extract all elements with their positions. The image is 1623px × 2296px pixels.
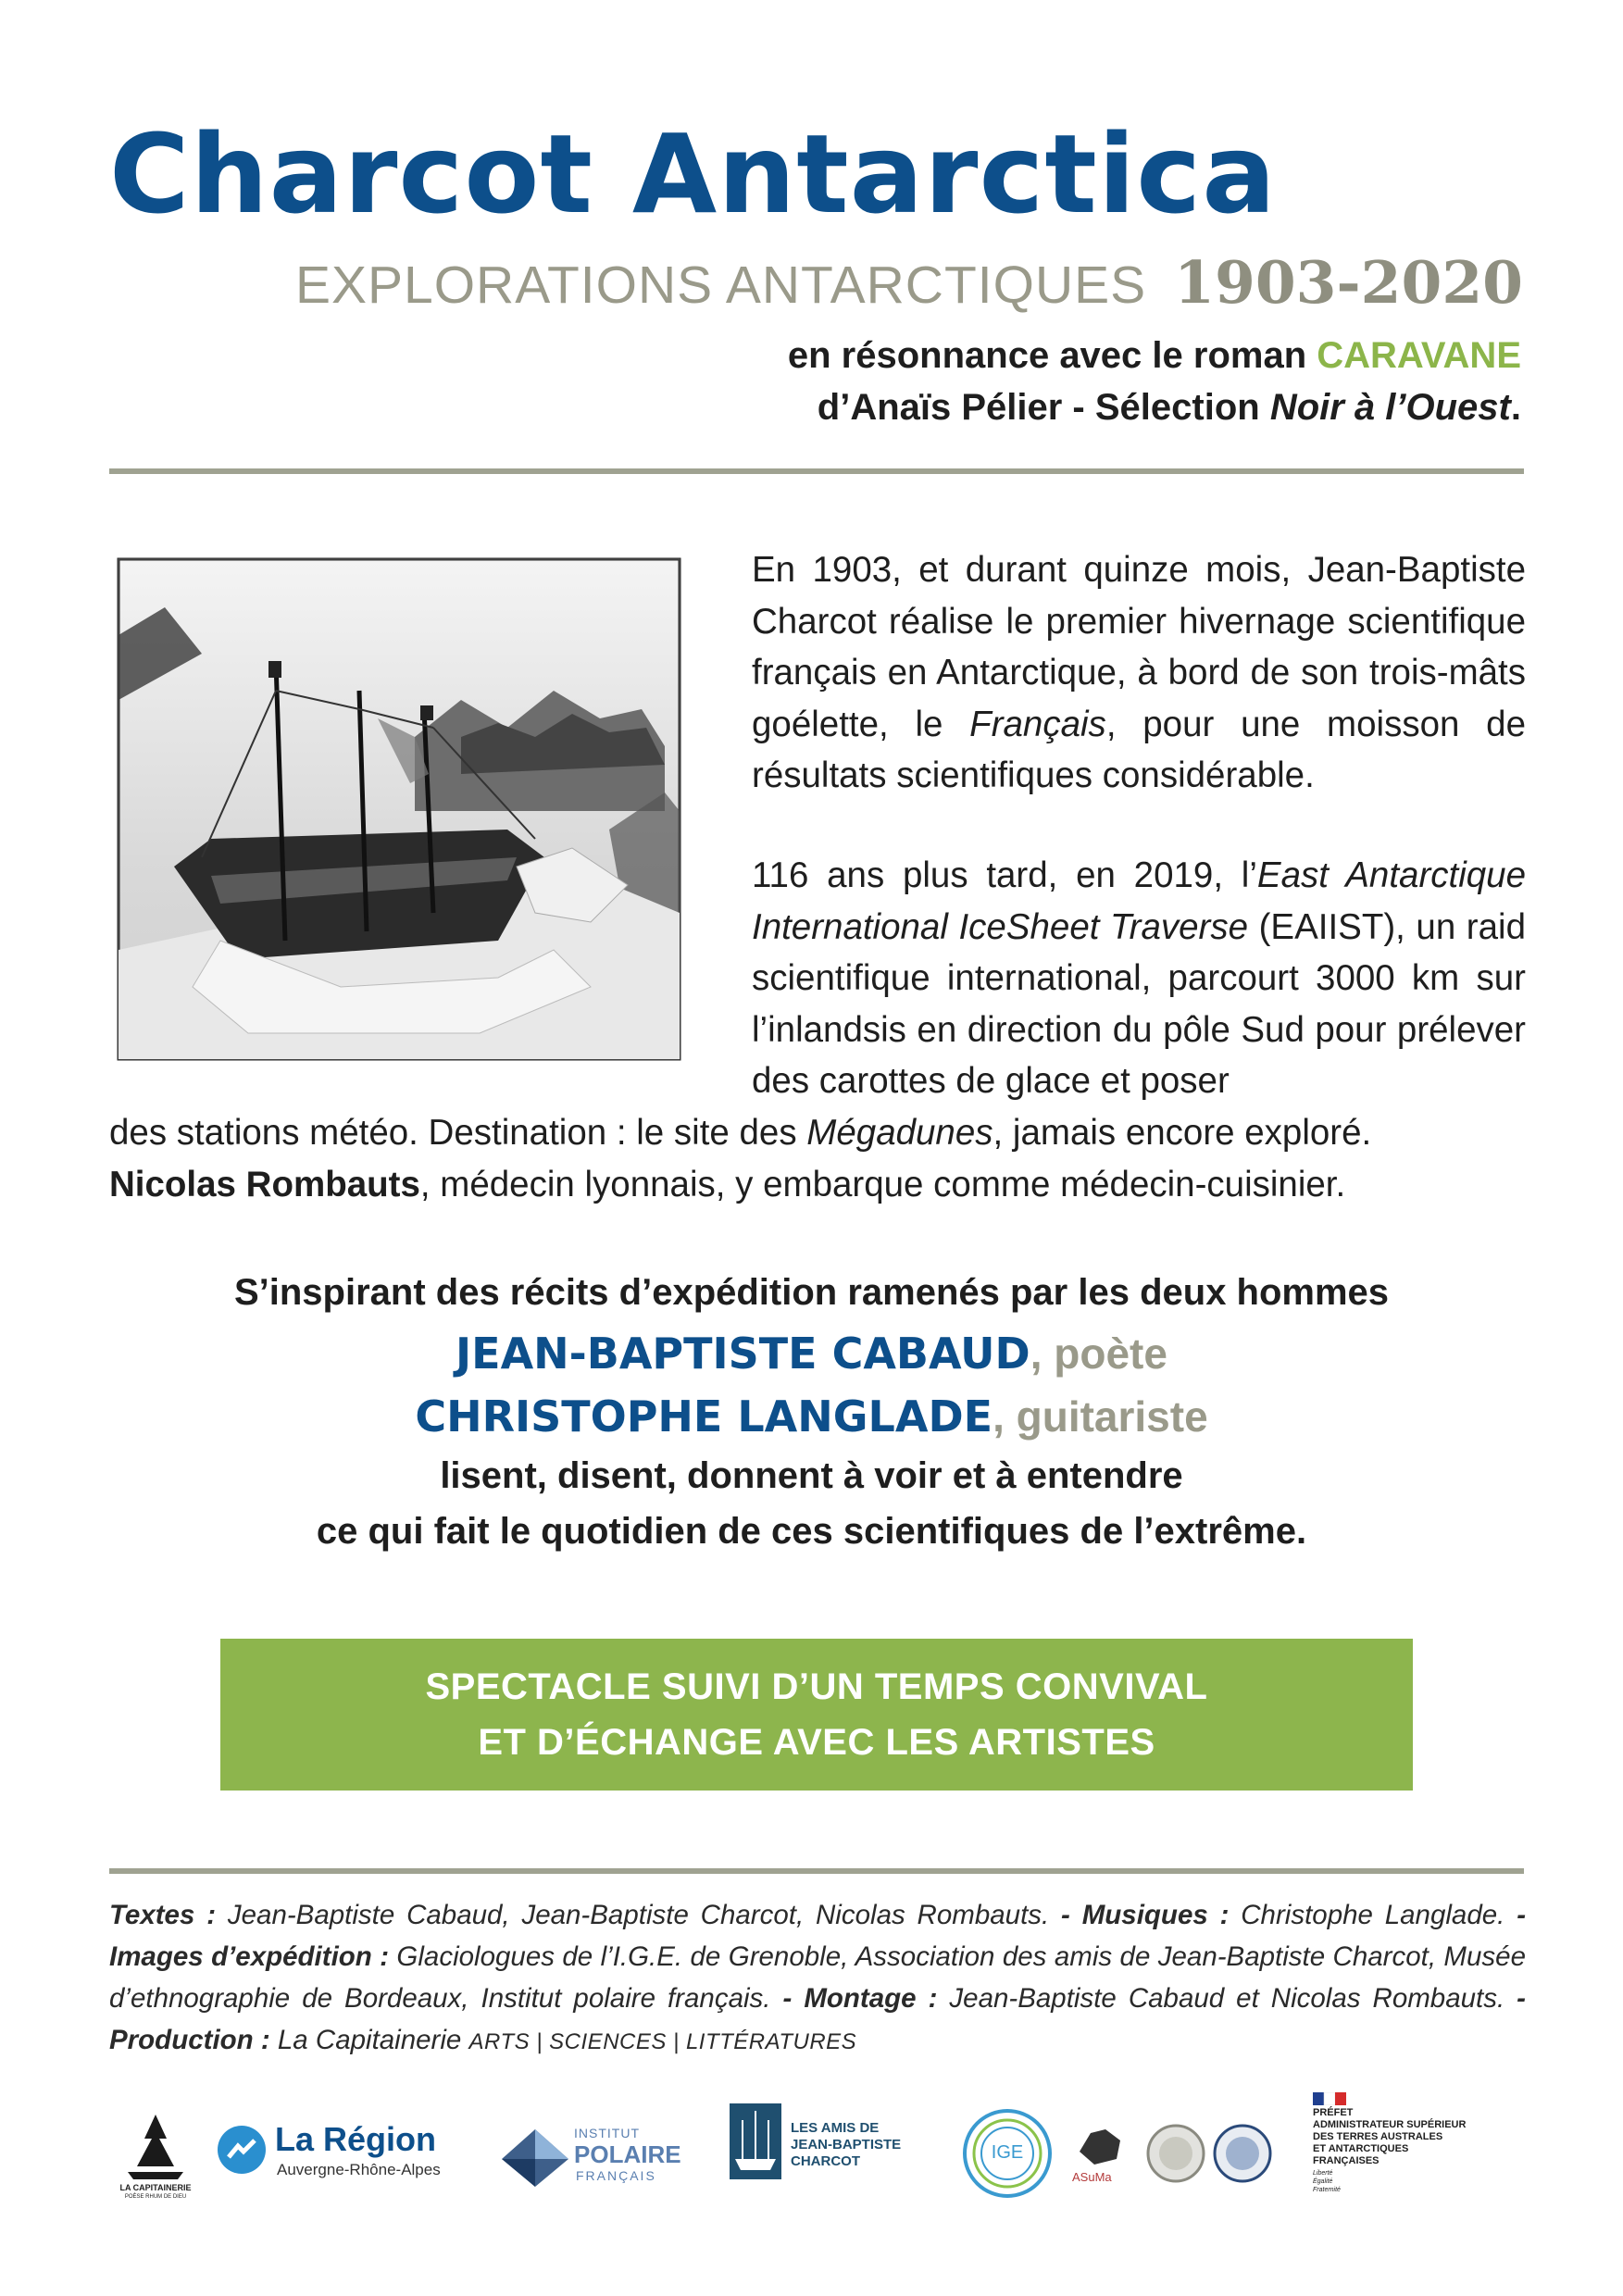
poster-title: Charcot Antarctica xyxy=(109,110,1277,238)
doctor-name: Nicolas Rombauts xyxy=(109,1164,420,1204)
artist-1 xyxy=(0,1326,1623,1381)
performers-line-1: lisent, disent, donnent à voir et à entendre xyxy=(440,1455,1183,1496)
ige-label: IGE xyxy=(991,2142,1024,2163)
credit-label-montage: - Montage : xyxy=(782,1983,938,2014)
artist-2-role: , guitariste xyxy=(993,1392,1208,1441)
paragraph-eaiist xyxy=(752,850,1526,1107)
region-sub: Auvergne-Rhône-Alpes xyxy=(277,2161,441,2178)
amis-charcot-logo xyxy=(728,2102,950,2203)
tagline-prefix: en résonnance avec le roman xyxy=(787,335,1317,376)
performers-intro: S’inspirant des récits d’expédition ramenés par les deux hommes xyxy=(233,1272,1390,1313)
credit-images: Glaciologues de l’I.G.E. de Grenoble, Association des amis de Jean-Baptiste Charcot, Musée d’ethnographie de Bordeaux, Institut polaire français. xyxy=(109,1941,1526,2014)
artist-2-name: CHRISTOPHE LANGLADE xyxy=(415,1391,993,1441)
subtitle-line xyxy=(295,248,1523,317)
prefet-motto-3: Fraternité xyxy=(1313,2187,1341,2193)
project-name: East Antarctique International IceSheet Traverse xyxy=(752,855,1527,947)
p1-text-a: En 1903, et durant quinze mois, Jean-Baptiste Charcot réalise le premier hivernage scientifique français en Antarctique, à bord de son trois-mâts goélette, le xyxy=(752,550,1526,744)
novel-title: CARAVANE xyxy=(1317,335,1521,376)
prefet-line-2: ADMINISTRATEUR SUPÉRIEUR xyxy=(1313,2119,1467,2130)
tagline-author xyxy=(818,387,1521,429)
ipev-logo xyxy=(498,2120,702,2213)
credit-textes: Jean-Baptiste Cabaud, Jean-Baptiste Charcot, Nicolas Rombauts. xyxy=(216,1900,1062,1930)
credits xyxy=(109,1894,1526,2063)
p2-text-a: 116 ans plus tard, en 2019, l’ xyxy=(752,855,1257,895)
performers-line-2: ce qui fait le quotidien de ces scientifiques de l’extrême. xyxy=(316,1511,1307,1552)
prefet-line-5: FRANÇAISES xyxy=(1313,2155,1380,2166)
banner-line-2: ET D’ÉCHANGE AVEC LES ARTISTES xyxy=(478,1722,1155,1763)
prefet-motto-2: Égalité xyxy=(1313,2178,1333,2185)
subtitle: EXPLORATIONS ANTARCTIQUES xyxy=(294,256,1147,315)
ship-name: Français xyxy=(969,704,1106,744)
credit-label-images: - Images d’expédition : xyxy=(109,1900,1527,1972)
partner-logos xyxy=(109,2083,1526,2240)
capitainerie-name: LA CAPITAINERIE xyxy=(119,2183,192,2192)
asuma-label: ASuMa xyxy=(1072,2170,1112,2184)
paragraph-charcot xyxy=(752,544,1526,802)
ipev-line-2: POLAIRE xyxy=(574,2140,681,2168)
tagline-author-text: d’Anaïs Pélier - Sélection xyxy=(817,387,1270,428)
ige-logo xyxy=(961,2107,1054,2200)
years: 1903-2020 xyxy=(1174,248,1523,317)
prefet-line-4: ET ANTARCTIQUES xyxy=(1313,2143,1409,2154)
seal-logo-1 xyxy=(1146,2124,1205,2183)
capitainerie-sub: POÈSE RHUM DE DIEU xyxy=(124,2194,187,2200)
p3-text-b: , jamais encore exploré. xyxy=(993,1113,1372,1153)
ipev-line-1: INSTITUT xyxy=(574,2126,640,2140)
event-banner xyxy=(220,1639,1413,1791)
region-title: La Région xyxy=(275,2120,437,2158)
credit-production: La Capitainerie xyxy=(269,2025,469,2055)
capitainerie-logo xyxy=(109,2111,202,2222)
p3-text-a: des stations météo. Destination : le site des xyxy=(109,1113,807,1153)
selection-name: Noir à l’Ouest xyxy=(1269,387,1511,428)
credit-montage: Jean-Baptiste Cabaud et Nicolas Rombauts. xyxy=(937,1983,1517,2014)
expedition-photo xyxy=(109,552,691,1067)
p4-text: , médecin lyonnais, y embarque comme médecin-cuisinier. xyxy=(419,1164,1346,1204)
prefet-line-3: DES TERRES AUSTRALES xyxy=(1313,2131,1443,2142)
credit-musiques: Christophe Langlade. xyxy=(1229,1900,1517,1930)
artist-1-name: JEAN-BAPTISTE CABAUD xyxy=(456,1329,1030,1379)
credit-label-textes: Textes : xyxy=(109,1900,217,1930)
prefet-taaf-logo xyxy=(1313,2092,1526,2231)
amis-line-3: CHARCOT xyxy=(791,2153,860,2169)
ipev-line-3: FRANÇAIS xyxy=(576,2168,656,2183)
tagline-novel xyxy=(788,335,1521,377)
p1-text-b: , pour une moisson de résultats scientifiques considérable. xyxy=(752,704,1526,795)
prefet-line-1: PRÉFET xyxy=(1313,2107,1354,2118)
region-logo xyxy=(216,2120,456,2203)
seal-logo-2 xyxy=(1213,2124,1272,2183)
paragraph-megadunes xyxy=(109,1107,1526,1210)
artist-2 xyxy=(0,1389,1623,1444)
credit-label-musiques: - Musiques : xyxy=(1061,1900,1230,1930)
bottom-divider xyxy=(109,1868,1524,1874)
artist-1-role: , poète xyxy=(1030,1329,1167,1378)
asuma-logo xyxy=(1072,2124,1137,2198)
production-tagline: ARTS | SCIENCES | LITTÉRATURES xyxy=(468,2029,857,2054)
top-divider xyxy=(109,468,1524,474)
prefet-motto-1: Liberté xyxy=(1313,2170,1333,2177)
amis-line-1: LES AMIS DE xyxy=(791,2120,880,2136)
site-name: Mégadunes xyxy=(806,1113,993,1153)
tagline-suffix: . xyxy=(1510,387,1521,428)
amis-line-2: JEAN-BAPTISTE xyxy=(791,2137,902,2152)
credit-label-production: - Production : xyxy=(109,1983,1526,2055)
banner-line-1: SPECTACLE SUIVI D’UN TEMPS CONVIVAL xyxy=(425,1666,1208,1707)
p2-text-b: (EAIIST), un raid scientifique international, parcourt 3000 km sur l’inlandsis en direction du pôle Sud pour prélever des carottes de glace et poser xyxy=(752,906,1526,1101)
